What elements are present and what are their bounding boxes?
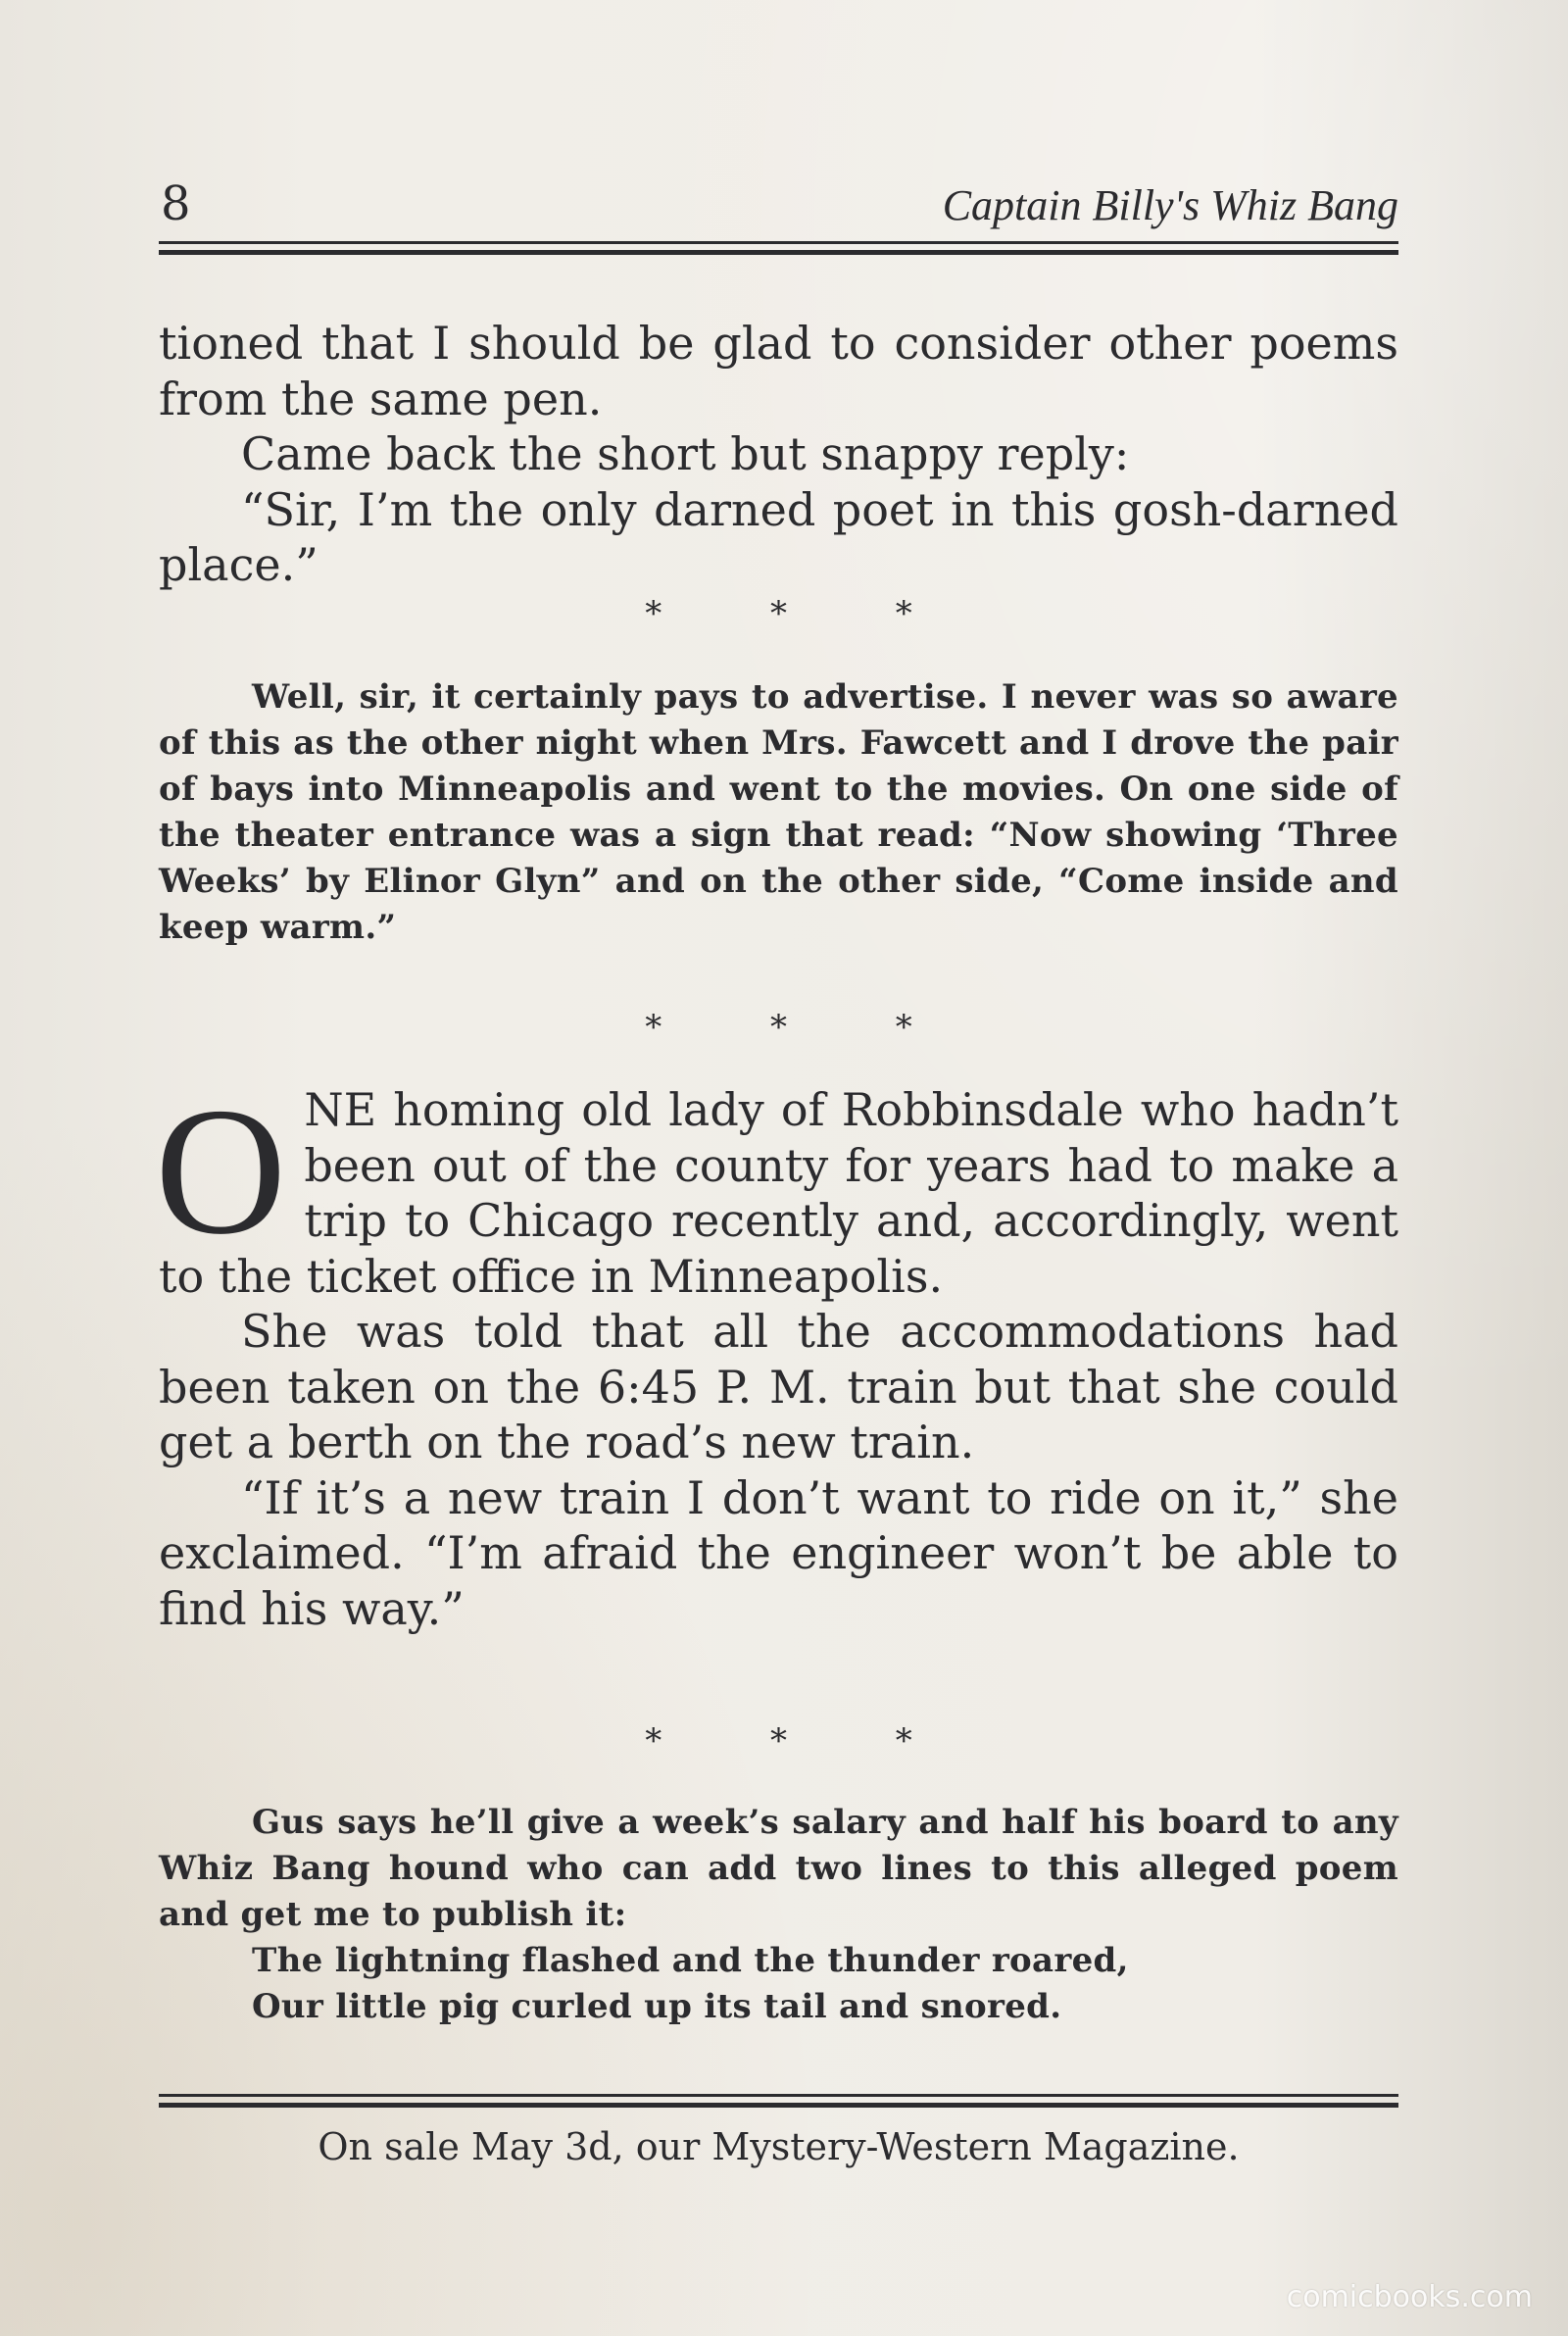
paragraph: Gus says he’ll give a week’s salary and half his board to any Whiz Bang hound who can add two lines to this alleged poem and get me to publish it: <box>159 1803 1398 1934</box>
verse-line: Our little pig curled up its tail and snored. <box>252 1987 1062 2026</box>
header-rule <box>159 241 1398 255</box>
paragraph: Well, sir, it certainly pays to advertise. I never was so aware of this as the other night when Mrs. Fawcett and I drove the pair of bays into Minneapolis and went to the movies. On one side of the theater entrance was a sign that read: “Now showing ‘Three Weeks’ by Elinor Glyn” and on the other side, “Come inside and keep warm.” <box>159 677 1398 947</box>
paragraph: NE homing old lady of Robbinsdale who hadn’t been out of the county for years had to make a trip to Chicago recently and, accordingly, went to the ticket office in Minneapolis. <box>159 1083 1398 1303</box>
paragraph: She was told that all the accommodations had been taken on the 6:45 P. M. train but that she could get a berth on the road’s new train. <box>159 1305 1398 1468</box>
verse-line: The lightning flashed and the thunder roared, <box>252 1941 1129 1980</box>
section-old-lady <box>155 1070 1398 1636</box>
section-poet-reply <box>159 316 1398 593</box>
watermark: comicbooks.com <box>1286 2280 1533 2314</box>
page-footer: On sale May 3d, our Mystery-Western Magazine. <box>318 2125 1240 2168</box>
section-separator: * * * <box>645 594 961 633</box>
page-number: 8 <box>161 176 191 231</box>
paragraph: tioned that I should be glad to consider other poems from the same pen. <box>159 317 1398 425</box>
section-advertise <box>159 674 1398 951</box>
footer-rule <box>159 2094 1398 2108</box>
paragraph: “If it’s a new train I don’t want to ride on it,” she exclaimed. “I’m afraid the engineer won’t be able to find his way.” <box>159 1470 1398 1635</box>
drop-cap: O <box>155 1070 287 1272</box>
section-separator: * * * <box>645 1008 961 1047</box>
paragraph: “Sir, I’m the only darned poet in this gosh-darned place.” <box>159 482 1398 591</box>
section-separator: * * * <box>645 1721 961 1761</box>
paragraph: Came back the short but snappy reply: <box>241 427 1130 480</box>
running-title: Captain Billy's Whiz Bang <box>942 181 1398 229</box>
section-gus-poem <box>159 1800 1398 2030</box>
page-header <box>159 174 1398 233</box>
